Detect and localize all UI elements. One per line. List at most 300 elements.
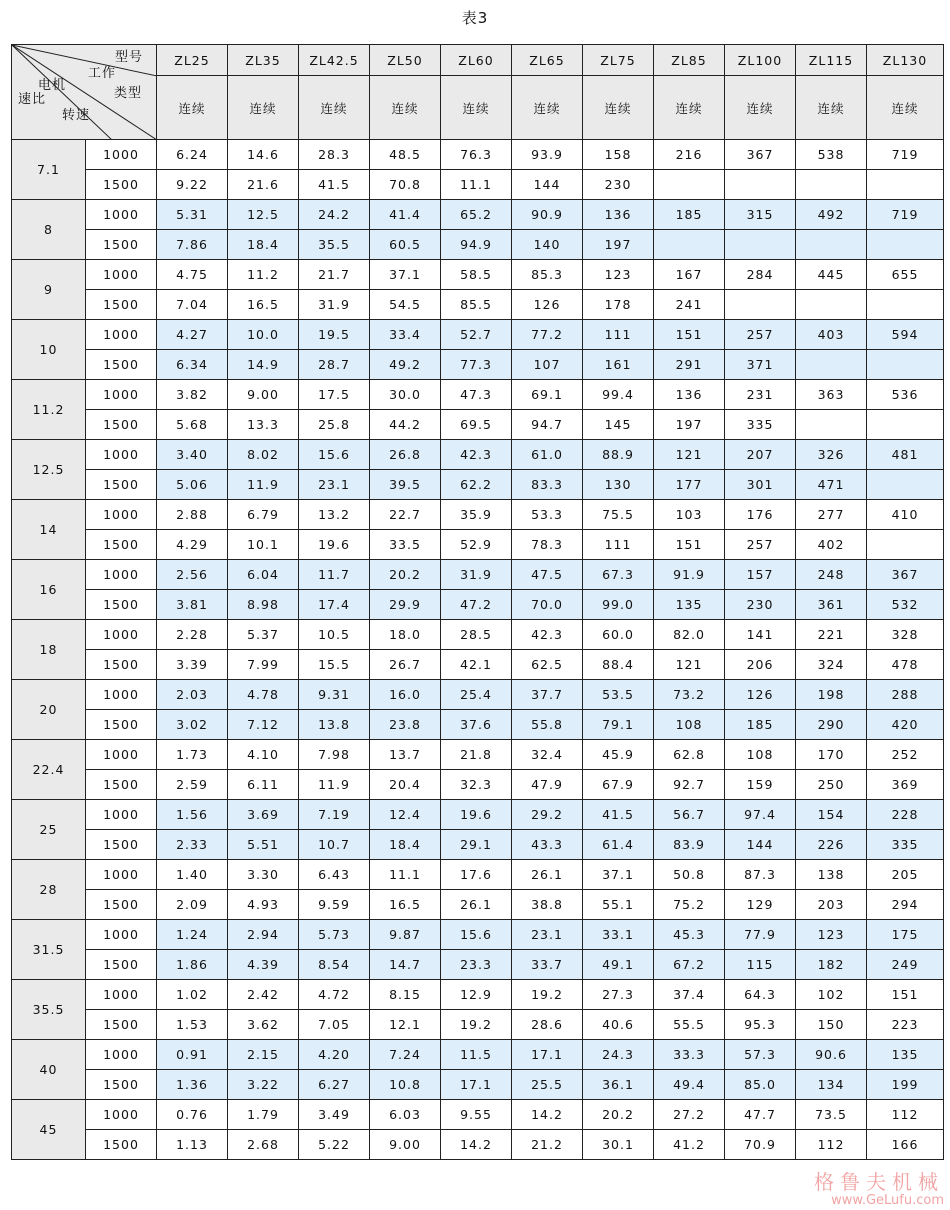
value-cell: 61.0 [512,440,583,470]
corner-motor-label: 电机 [38,78,67,93]
motor-speed-cell: 1500 [86,290,157,320]
value-cell: 249 [867,950,944,980]
motor-speed-cell: 1000 [86,560,157,590]
table-row [12,380,944,410]
value-cell: 1.40 [157,860,228,890]
value-cell: 11.2 [228,260,299,290]
value-cell: 53.3 [512,500,583,530]
corner-work-label: 工作 [88,66,117,81]
value-cell [867,230,944,260]
value-cell: 14.9 [228,350,299,380]
value-cell: 99.4 [583,380,654,410]
value-cell: 13.3 [228,410,299,440]
value-cell: 7.86 [157,230,228,260]
value-cell: 1.73 [157,740,228,770]
value-cell: 33.4 [370,320,441,350]
value-cell: 1.13 [157,1130,228,1160]
value-cell: 23.8 [370,710,441,740]
value-cell: 90.6 [796,1040,867,1070]
value-cell: 216 [654,140,725,170]
value-cell: 49.1 [583,950,654,980]
value-cell: 371 [725,350,796,380]
value-cell: 159 [725,770,796,800]
value-cell: 88.4 [583,650,654,680]
motor-speed-cell: 1500 [86,230,157,260]
table-row [12,830,944,860]
value-cell: 42.1 [441,650,512,680]
value-cell: 151 [654,530,725,560]
table-row [12,200,944,230]
value-cell: 87.3 [725,860,796,890]
value-cell: 3.82 [157,380,228,410]
value-cell: 20.2 [370,560,441,590]
value-cell: 206 [725,650,796,680]
value-cell: 108 [725,740,796,770]
value-cell: 135 [654,590,725,620]
value-cell: 2.56 [157,560,228,590]
value-cell: 655 [867,260,944,290]
value-cell: 420 [867,710,944,740]
value-cell: 3.69 [228,800,299,830]
value-cell: 291 [654,350,725,380]
motor-speed-cell: 1000 [86,200,157,230]
value-cell: 10.0 [228,320,299,350]
motor-speed-cell: 1500 [86,950,157,980]
table-row [12,1070,944,1100]
motor-speed-cell: 1000 [86,320,157,350]
value-cell: 8.98 [228,590,299,620]
value-cell: 123 [796,920,867,950]
value-cell: 11.5 [441,1040,512,1070]
value-cell: 24.3 [583,1040,654,1070]
value-cell: 538 [796,140,867,170]
value-cell: 21.7 [299,260,370,290]
motor-speed-cell: 1500 [86,590,157,620]
ratio-cell: 18 [12,620,86,680]
value-cell: 3.30 [228,860,299,890]
ratio-cell: 22.4 [12,740,86,800]
work-type-cell: 连续 [299,76,370,140]
value-cell: 42.3 [512,620,583,650]
value-cell: 25.5 [512,1070,583,1100]
value-cell: 492 [796,200,867,230]
value-cell: 37.7 [512,680,583,710]
value-cell: 2.03 [157,680,228,710]
value-cell: 16.0 [370,680,441,710]
table-row [12,500,944,530]
value-cell: 6.43 [299,860,370,890]
value-cell: 70.9 [725,1130,796,1160]
value-cell: 402 [796,530,867,560]
value-cell: 126 [725,680,796,710]
value-cell: 177 [654,470,725,500]
motor-speed-cell: 1500 [86,830,157,860]
value-cell: 49.2 [370,350,441,380]
value-cell: 257 [725,320,796,350]
watermark [814,1171,944,1208]
value-cell: 445 [796,260,867,290]
value-cell: 6.24 [157,140,228,170]
value-cell: 2.42 [228,980,299,1010]
ratio-cell: 45 [12,1100,86,1160]
value-cell: 369 [867,770,944,800]
value-cell: 324 [796,650,867,680]
value-cell: 10.7 [299,830,370,860]
value-cell: 33.7 [512,950,583,980]
value-cell: 44.2 [370,410,441,440]
model-header-cell: ZL100 [725,45,796,76]
value-cell: 6.11 [228,770,299,800]
value-cell: 20.4 [370,770,441,800]
value-cell: 471 [796,470,867,500]
value-cell: 47.2 [441,590,512,620]
value-cell: 56.7 [654,800,725,830]
value-cell: 15.5 [299,650,370,680]
value-cell: 5.31 [157,200,228,230]
value-cell: 30.0 [370,380,441,410]
value-cell: 7.98 [299,740,370,770]
value-cell: 112 [867,1100,944,1130]
value-cell: 3.02 [157,710,228,740]
value-cell [867,170,944,200]
value-cell [796,410,867,440]
value-cell: 41.5 [299,170,370,200]
value-cell: 41.5 [583,800,654,830]
value-cell: 69.1 [512,380,583,410]
work-type-cell: 连续 [228,76,299,140]
value-cell: 1.79 [228,1100,299,1130]
value-cell: 248 [796,560,867,590]
value-cell: 67.2 [654,950,725,980]
motor-speed-cell: 1000 [86,980,157,1010]
ratio-cell: 35.5 [12,980,86,1040]
value-cell: 36.1 [583,1070,654,1100]
value-cell: 18.4 [370,830,441,860]
value-cell: 83.9 [654,830,725,860]
ratio-cell: 11.2 [12,380,86,440]
value-cell [796,170,867,200]
value-cell: 92.7 [654,770,725,800]
value-cell: 326 [796,440,867,470]
motor-speed-cell: 1500 [86,410,157,440]
value-cell: 9.22 [157,170,228,200]
value-cell: 7.04 [157,290,228,320]
value-cell: 47.3 [441,380,512,410]
motor-speed-cell: 1500 [86,1130,157,1160]
value-cell: 185 [654,200,725,230]
value-cell: 35.9 [441,500,512,530]
value-cell: 35.5 [299,230,370,260]
value-cell: 136 [654,380,725,410]
value-cell: 91.9 [654,560,725,590]
value-cell: 301 [725,470,796,500]
value-cell: 4.20 [299,1040,370,1070]
value-cell: 15.6 [441,920,512,950]
value-cell: 4.10 [228,740,299,770]
table-row [12,800,944,830]
motor-speed-cell: 1000 [86,440,157,470]
value-cell: 13.7 [370,740,441,770]
value-cell: 94.9 [441,230,512,260]
value-cell: 18.4 [228,230,299,260]
value-cell: 9.87 [370,920,441,950]
value-cell: 21.6 [228,170,299,200]
value-cell: 126 [512,290,583,320]
value-cell: 73.5 [796,1100,867,1130]
value-cell: 136 [583,200,654,230]
model-header-cell: ZL130 [867,45,944,76]
model-header-cell: ZL75 [583,45,654,76]
value-cell: 39.5 [370,470,441,500]
value-cell: 226 [796,830,867,860]
value-cell: 103 [654,500,725,530]
table-row [12,170,944,200]
value-cell: 290 [796,710,867,740]
value-cell: 410 [867,500,944,530]
value-cell: 47.7 [725,1100,796,1130]
value-cell: 25.8 [299,410,370,440]
value-cell: 78.3 [512,530,583,560]
value-cell [796,350,867,380]
value-cell: 42.3 [441,440,512,470]
value-cell: 2.33 [157,830,228,860]
model-header-cell: ZL65 [512,45,583,76]
value-cell: 107 [512,350,583,380]
value-cell: 14.7 [370,950,441,980]
value-cell: 170 [796,740,867,770]
value-cell: 151 [654,320,725,350]
table-row [12,680,944,710]
value-cell: 363 [796,380,867,410]
value-cell: 4.27 [157,320,228,350]
value-cell: 28.6 [512,1010,583,1040]
value-cell: 85.0 [725,1070,796,1100]
value-cell: 1.53 [157,1010,228,1040]
value-cell: 79.1 [583,710,654,740]
corner-type-label: 类型 [114,86,143,101]
motor-speed-cell: 1500 [86,470,157,500]
model-header-cell: ZL25 [157,45,228,76]
value-cell: 58.5 [441,260,512,290]
motor-speed-cell: 1500 [86,770,157,800]
value-cell: 19.2 [441,1010,512,1040]
table-row [12,1040,944,1070]
value-cell: 1.02 [157,980,228,1010]
value-cell: 33.1 [583,920,654,950]
value-cell: 5.37 [228,620,299,650]
value-cell: 3.40 [157,440,228,470]
value-cell: 150 [796,1010,867,1040]
value-cell: 252 [867,740,944,770]
value-cell: 17.5 [299,380,370,410]
value-cell: 77.9 [725,920,796,950]
value-cell: 3.49 [299,1100,370,1130]
value-cell: 64.3 [725,980,796,1010]
value-cell: 182 [796,950,867,980]
value-cell: 10.5 [299,620,370,650]
value-cell: 99.0 [583,590,654,620]
model-header-cell: ZL42.5 [299,45,370,76]
value-cell: 26.1 [441,890,512,920]
table-row [12,260,944,290]
motor-speed-cell: 1000 [86,860,157,890]
value-cell: 288 [867,680,944,710]
work-type-cell: 连续 [725,76,796,140]
value-cell: 13.8 [299,710,370,740]
value-cell: 31.9 [299,290,370,320]
value-cell: 112 [796,1130,867,1160]
value-cell: 7.05 [299,1010,370,1040]
value-cell: 15.6 [299,440,370,470]
model-header-cell: ZL85 [654,45,725,76]
value-cell: 207 [725,440,796,470]
value-cell: 21.8 [441,740,512,770]
table-row [12,440,944,470]
value-cell: 70.8 [370,170,441,200]
value-cell: 69.5 [441,410,512,440]
ratio-cell: 16 [12,560,86,620]
value-cell: 2.59 [157,770,228,800]
value-cell: 178 [583,290,654,320]
value-cell: 2.94 [228,920,299,950]
value-cell [725,230,796,260]
value-cell: 28.5 [441,620,512,650]
value-cell: 4.39 [228,950,299,980]
value-cell: 9.31 [299,680,370,710]
table-row [12,1010,944,1040]
value-cell: 57.3 [725,1040,796,1070]
value-cell: 481 [867,440,944,470]
value-cell: 17.1 [512,1040,583,1070]
value-cell: 241 [654,290,725,320]
value-cell: 4.29 [157,530,228,560]
value-cell: 14.2 [441,1130,512,1160]
value-cell: 719 [867,200,944,230]
value-cell: 9.00 [370,1130,441,1160]
value-cell: 230 [583,170,654,200]
ratio-cell: 9 [12,260,86,320]
value-cell: 62.5 [512,650,583,680]
table-body [12,140,944,1160]
value-cell: 32.4 [512,740,583,770]
value-cell: 20.2 [583,1100,654,1130]
value-cell: 134 [796,1070,867,1100]
value-cell: 41.2 [654,1130,725,1160]
value-cell: 2.09 [157,890,228,920]
value-cell: 328 [867,620,944,650]
value-cell: 121 [654,650,725,680]
value-cell: 11.7 [299,560,370,590]
value-cell: 315 [725,200,796,230]
value-cell: 45.9 [583,740,654,770]
model-header-cell: ZL50 [370,45,441,76]
ratio-cell: 7.1 [12,140,86,200]
table-row [12,230,944,260]
table-title: 表3 [461,9,489,27]
value-cell: 335 [867,830,944,860]
value-cell: 62.8 [654,740,725,770]
value-cell: 55.8 [512,710,583,740]
value-cell: 130 [583,470,654,500]
value-cell: 6.34 [157,350,228,380]
value-cell: 2.28 [157,620,228,650]
value-cell: 14.2 [512,1100,583,1130]
table-row [12,320,944,350]
value-cell: 8.54 [299,950,370,980]
motor-speed-cell: 1500 [86,1010,157,1040]
table-row [12,410,944,440]
motor-speed-cell: 1500 [86,1070,157,1100]
value-cell: 53.5 [583,680,654,710]
value-cell: 199 [867,1070,944,1100]
value-cell: 88.9 [583,440,654,470]
value-cell: 129 [725,890,796,920]
value-cell: 140 [512,230,583,260]
value-cell: 47.9 [512,770,583,800]
table-row [12,560,944,590]
table-row [12,890,944,920]
value-cell: 95.3 [725,1010,796,1040]
header-corner-cell [12,45,157,140]
value-cell: 16.5 [228,290,299,320]
value-cell: 367 [725,140,796,170]
motor-speed-cell: 1500 [86,890,157,920]
value-cell: 3.81 [157,590,228,620]
value-cell [654,170,725,200]
model-header-cell: ZL115 [796,45,867,76]
value-cell: 13.2 [299,500,370,530]
value-cell: 144 [725,830,796,860]
value-cell: 19.6 [299,530,370,560]
value-cell: 121 [654,440,725,470]
value-cell: 8.15 [370,980,441,1010]
value-cell: 28.3 [299,140,370,170]
value-cell: 50.8 [654,860,725,890]
value-cell: 62.2 [441,470,512,500]
value-cell: 9.00 [228,380,299,410]
value-cell: 85.5 [441,290,512,320]
value-cell: 25.4 [441,680,512,710]
value-cell: 11.9 [299,770,370,800]
value-cell: 185 [725,710,796,740]
value-cell: 7.99 [228,650,299,680]
motor-speed-cell: 1000 [86,800,157,830]
value-cell: 115 [725,950,796,980]
value-cell: 141 [725,620,796,650]
value-cell: 197 [654,410,725,440]
value-cell: 6.79 [228,500,299,530]
value-cell: 161 [583,350,654,380]
value-cell: 37.1 [370,260,441,290]
ratio-cell: 40 [12,1040,86,1100]
value-cell: 4.72 [299,980,370,1010]
table-row [12,530,944,560]
value-cell: 403 [796,320,867,350]
motor-speed-cell: 1000 [86,260,157,290]
value-cell: 23.3 [441,950,512,980]
value-cell [654,230,725,260]
value-cell: 367 [867,560,944,590]
value-cell: 1.86 [157,950,228,980]
value-cell: 11.9 [228,470,299,500]
value-cell: 277 [796,500,867,530]
work-type-cell: 连续 [867,76,944,140]
value-cell: 532 [867,590,944,620]
motor-speed-cell: 1000 [86,620,157,650]
value-cell: 5.51 [228,830,299,860]
value-cell: 5.22 [299,1130,370,1160]
motor-speed-cell: 1500 [86,530,157,560]
